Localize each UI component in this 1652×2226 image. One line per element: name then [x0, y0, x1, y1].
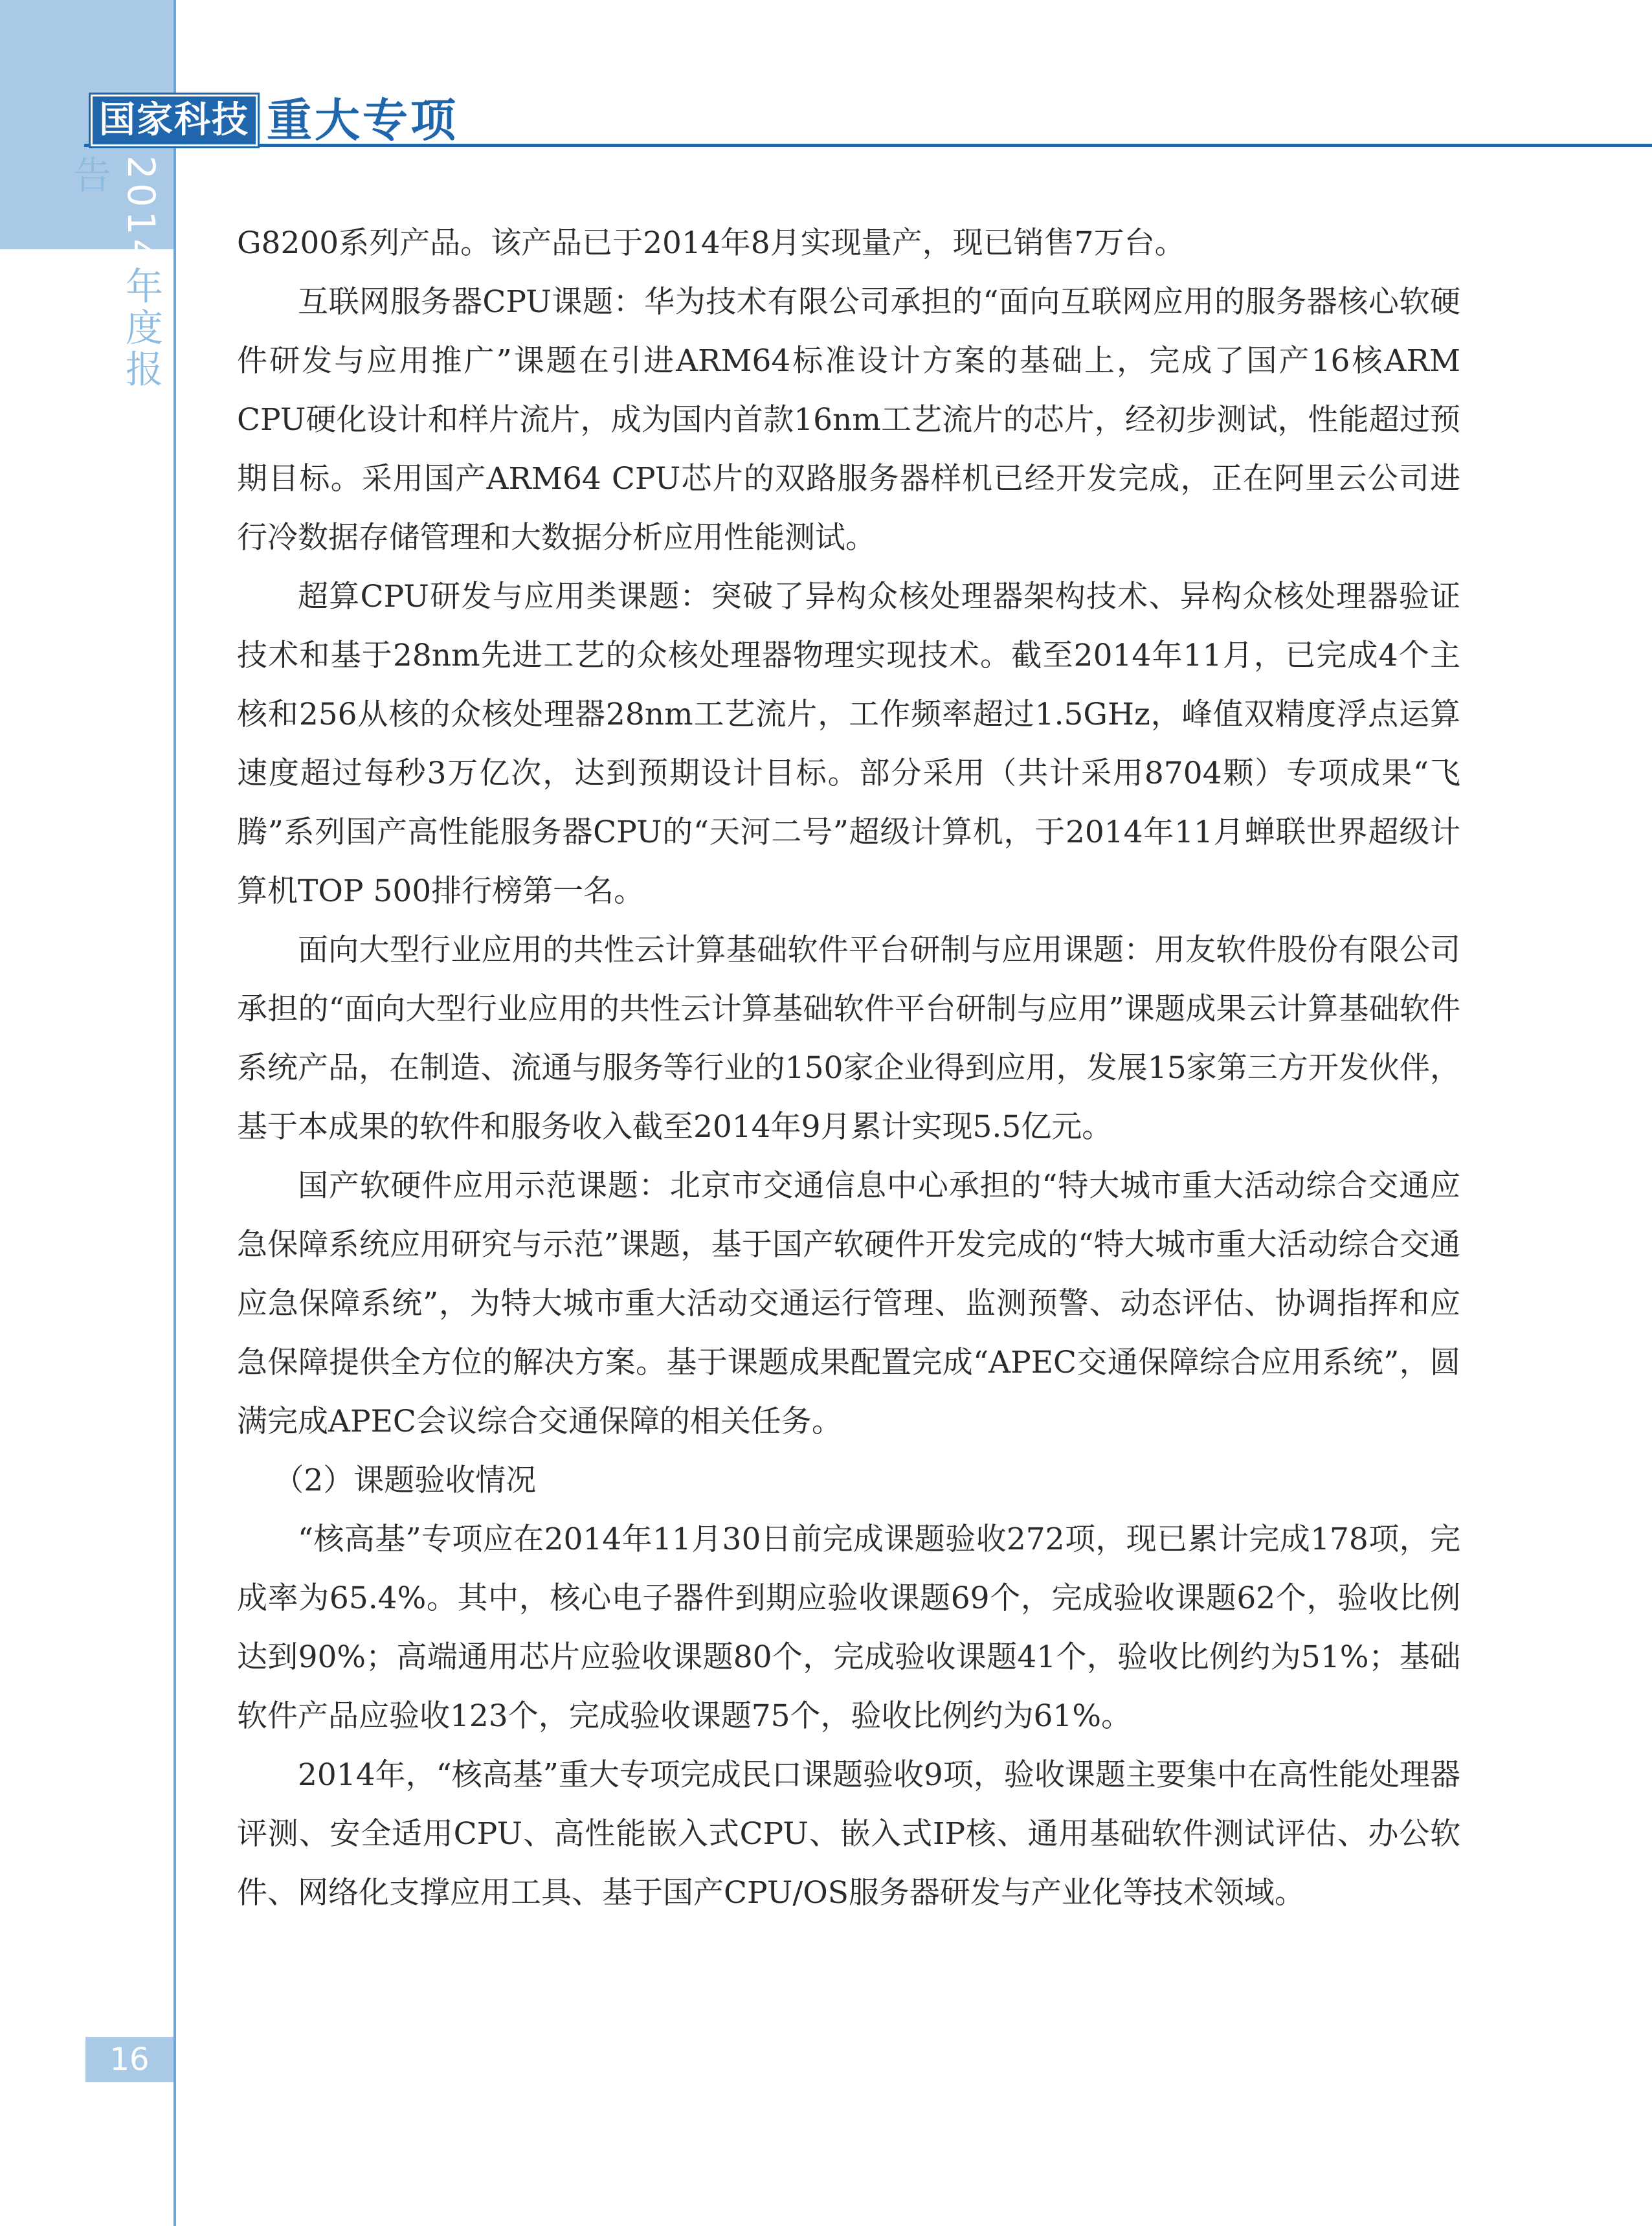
paragraph-4: 面向大型行业应用的共性云计算基础软件平台研制与应用课题：用友软件股份有限公司承担的“面向大型行业应用的共性云计算基础软件平台研制与应用”课题成果云计算基础软件系统产品，在制造、流通与服务等行业的150家企业得到应用，发展15家第三方开发伙伴，基于本成果的软件和服务收入截至2014年9月累计实现5.5亿元。 — [237, 932, 1460, 1145]
paragraph-7: 2014年，“核高基”重大专项完成民口课题验收9项，验收课题主要集中在高性能处理器评测、安全适用CPU、高性能嵌入式CPU、嵌入式IP核、通用基础软件测试评估、办公软件、网络化支撑应用工具、基于国产CPU/OS服务器研发与产业化等技术领域。 — [237, 1757, 1460, 1911]
paragraph-2: 互联网服务器CPU课题：华为技术有限公司承担的“面向互联网应用的服务器核心软硬件研发与应用推广”课题在引进ARM64标准设计方案的基础上，完成了国产16核ARM CPU硬化设计和样片流片，成为国内首款16nm工艺流片的芯片，经初步测试，性能超过预期目标。采用国产ARM64 CPU芯片的双路服务器样机已经开发完成，正在阿里云公司进行冷数据存储管理和大数据分析应用性能测试。 — [237, 284, 1460, 556]
section-heading: （2）课题验收情况 — [273, 1463, 537, 1498]
page-header — [91, 95, 458, 146]
side-year-label — [67, 155, 167, 427]
paragraph-6: “核高基”专项应在2014年11月30日前完成课题验收272项，现已累计完成178项，完成率为65.4%。其中，核心电子器件到期应验收课题69个，完成验收课题62个，验收比例达到90%；高端通用芯片应验收课题80个，完成验收课题41个，验收比例约为51%；基础软件产品应验收123个，完成验收课题75个，验收比例约为61%。 — [237, 1522, 1460, 1734]
paragraph-3: 超算CPU研发与应用类课题：突破了异构众核处理器架构技术、异构众核处理器验证技术和基于28nm先进工艺的众核处理器物理实现技术。截至2014年11月，已完成4个主核和256从核的众核处理器28nm工艺流片，工作频率超过1.5GHz，峰值双精度浮点运算速度超过每秒3万亿次，达到预期设计目标。部分采用（共计采用8704颗）专项成果“飞腾”系列国产高性能服务器CPU的“天河二号”超级计算机，于2014年11月蝉联世界超级计算机TOP 500排行榜第一名。 — [237, 579, 1460, 909]
side-label-text: 年度报告 — [67, 155, 163, 391]
header-badge: 国家科技 — [91, 95, 258, 146]
side-rule — [173, 0, 176, 2226]
body-text — [237, 214, 1460, 1922]
page-number: 16 — [85, 2037, 173, 2082]
header-title: 重大专项 — [267, 93, 458, 147]
paragraph-5: 国产软硬件应用示范课题：北京市交通信息中心承担的“特大城市重大活动综合交通应急保障系统应用研究与示范”课题，基于国产软硬件开发完成的“特大城市重大活动综合交通应急保障系统”，为特大城市重大活动交通运行管理、监测预警、动态评估、协调指挥和应急保障提供全方位的解决方案。基于课题成果配置完成“APEC交通保障综合应用系统”，圆满完成APEC会议综合交通保障的相关任务。 — [237, 1168, 1460, 1439]
side-label-year: 2014 — [119, 155, 163, 267]
paragraph-1: G8200系列产品。该产品已于2014年8月实现量产，现已销售7万台。 — [237, 225, 1185, 261]
